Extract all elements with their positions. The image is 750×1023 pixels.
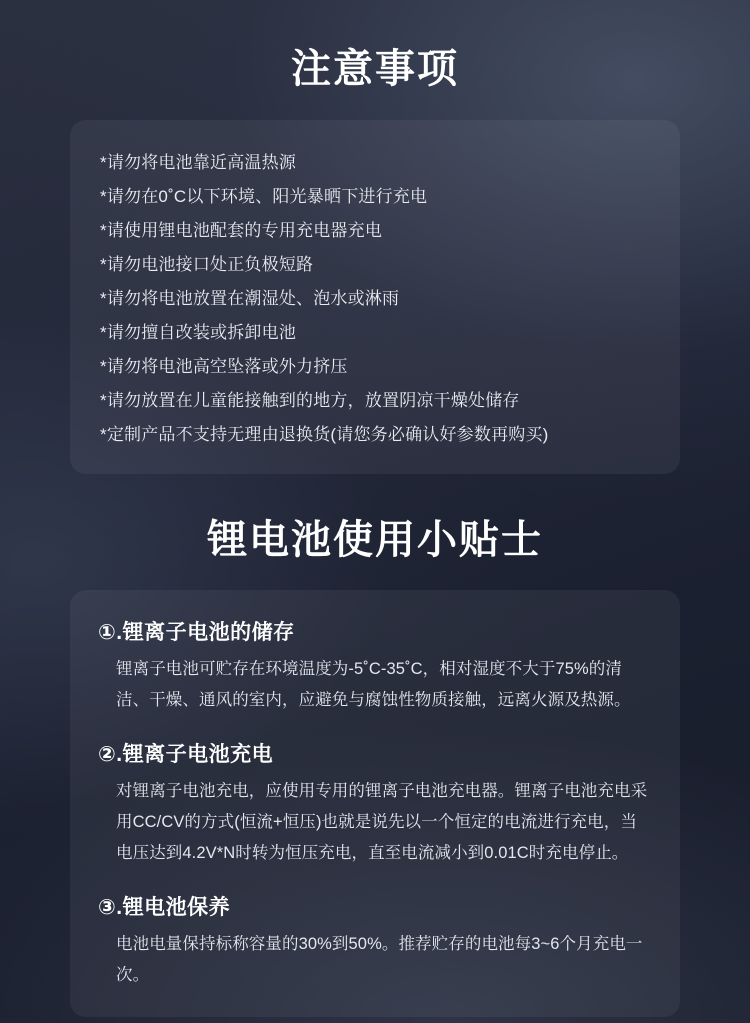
notice-card [70, 120, 680, 474]
tip-body: 电池电量保持标称容量的30%到50%。推荐贮存的电池每3~6个月充电一次。 [116, 935, 643, 985]
tips-card [70, 590, 680, 1017]
notice-list-item: *定制产品不支持无理由退换货(请您务必确认好参数再购买) [100, 424, 549, 444]
tip-block-charging [98, 738, 652, 869]
notice-list-item: *请勿将电池靠近高温热源 [100, 152, 297, 172]
tip-heading: ①.锂离子电池的储存 [98, 621, 295, 645]
tip-body: 锂离子电池可贮存在环境温度为-5˚C-35˚C，相对湿度不大于75%的清洁、干燥、通风的室内，应避免与腐蚀性物质接触，远离火源及热源。 [116, 660, 631, 710]
product-detail-page [0, 27, 750, 1023]
notice-list-item: *请勿将电池放置在潮湿处、泡水或淋雨 [100, 288, 400, 308]
notice-list-item: *请勿擅自改装或拆卸电池 [100, 322, 297, 342]
notice-section-title: 注意事项 [291, 46, 459, 91]
tip-heading: ②.锂离子电池充电 [98, 743, 274, 767]
notice-list-item: *请勿放置在儿童能接触到的地方，放置阴凉干燥处储存 [100, 390, 520, 410]
notice-list-item: *请使用锂电池配套的专用充电器充电 [100, 220, 383, 240]
tip-block-maintenance [98, 891, 652, 991]
tip-body: 对锂离子电池充电，应使用专用的锂离子电池充电器。锂离子电池充电采用CC/CV的方式(恒流+恒压)也就是说先以一个恒定的电流进行充电，当电压达到4.2V*N时转为恒压充电，直至电流减小到0.01C时充电停止。 [116, 782, 648, 863]
tips-section-title: 锂电池使用小贴士 [207, 517, 543, 562]
notice-list-item: *请勿电池接口处正负极短路 [100, 254, 314, 274]
tip-heading: ③.锂电池保养 [98, 896, 231, 920]
tip-block-storage [98, 616, 652, 716]
notice-list-item: *请勿在0˚C以下环境、阳光暴晒下进行充电 [100, 186, 428, 206]
notice-list-item: *请勿将电池高空坠落或外力挤压 [100, 356, 348, 376]
notice-list [100, 146, 650, 452]
